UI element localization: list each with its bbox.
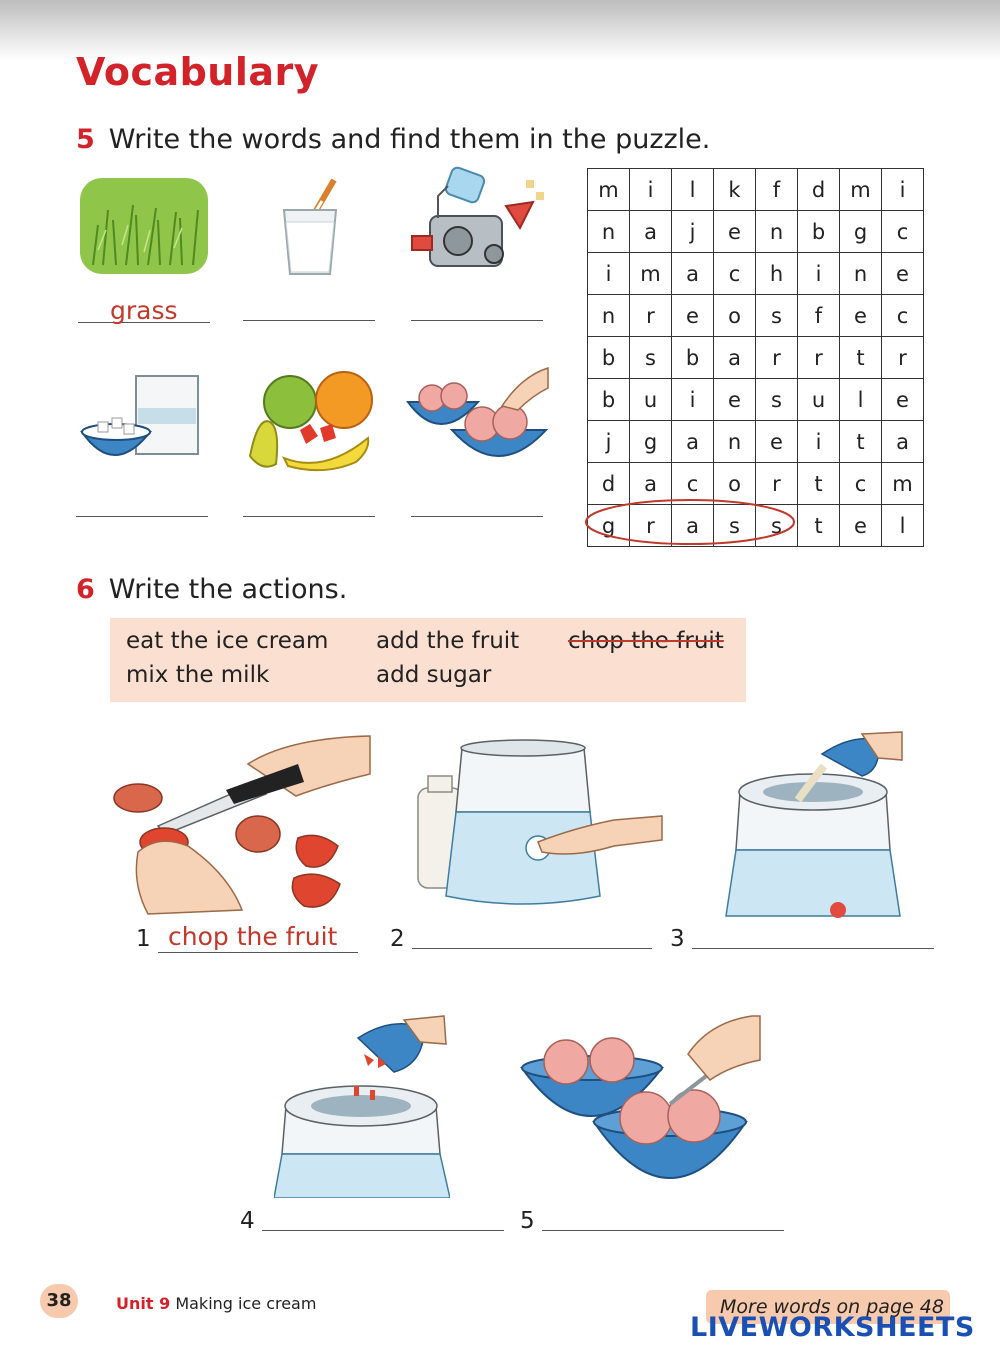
word-bank-item: add sugar (376, 662, 492, 688)
puzzle-cell[interactable]: r (756, 337, 798, 379)
fruit-picture (244, 366, 378, 474)
word-search-puzzle (587, 168, 924, 547)
puzzle-cell[interactable]: n (588, 211, 630, 253)
action-number-2: 2 (390, 926, 405, 952)
exercise-6-heading (76, 574, 347, 605)
puzzle-cell[interactable]: c (882, 295, 924, 337)
puzzle-cell[interactable]: r (630, 295, 672, 337)
milk-picture (270, 176, 350, 280)
more-words-link[interactable]: More words on page 48 (706, 1290, 950, 1324)
puzzle-cell[interactable]: r (798, 337, 840, 379)
puzzle-cell[interactable]: i (798, 421, 840, 463)
puzzle-cell[interactable]: e (840, 295, 882, 337)
page-title: Vocabulary (76, 50, 320, 94)
puzzle-cell[interactable]: u (798, 379, 840, 421)
puzzle-cell[interactable]: l (882, 505, 924, 547)
puzzle-cell[interactable]: t (798, 463, 840, 505)
puzzle-cell[interactable]: t (798, 505, 840, 547)
exercise-6-instruction: Write the actions. (108, 574, 348, 605)
puzzle-cell[interactable]: c (840, 463, 882, 505)
exercise-5-number: 5 (76, 124, 95, 155)
puzzle-cell[interactable]: c (714, 253, 756, 295)
exercise-6-number: 6 (76, 574, 95, 605)
action-answer-line-2[interactable] (412, 948, 652, 949)
word-bank-item: add the fruit (376, 628, 520, 654)
puzzle-cell[interactable]: j (672, 211, 714, 253)
action-answer-line-5[interactable] (542, 1230, 784, 1231)
action-number-3: 3 (670, 926, 685, 952)
add-fruit-picture (274, 1014, 450, 1198)
puzzle-cell[interactable]: s (714, 505, 756, 547)
puzzle-cell[interactable]: n (714, 421, 756, 463)
puzzle-cell[interactable]: l (672, 169, 714, 211)
grass-picture (78, 170, 210, 276)
puzzle-cell[interactable]: g (840, 211, 882, 253)
example-answer-grass: grass (110, 296, 178, 325)
puzzle-row (588, 211, 924, 253)
action-number-1: 1 (136, 926, 151, 952)
puzzle-cell[interactable]: f (798, 295, 840, 337)
puzzle-cell[interactable]: i (672, 379, 714, 421)
puzzle-cell[interactable]: d (588, 463, 630, 505)
puzzle-cell[interactable]: o (714, 463, 756, 505)
unit-label: Unit 9 (116, 1294, 171, 1313)
word-bank-item: mix the milk (126, 662, 270, 688)
action-number-5: 5 (520, 1208, 535, 1234)
puzzle-cell[interactable]: a (714, 337, 756, 379)
puzzle-cell[interactable]: i (882, 169, 924, 211)
puzzle-cell[interactable]: b (798, 211, 840, 253)
action-example-answer: chop the fruit (168, 922, 338, 951)
ice-cream-picture (406, 366, 552, 478)
puzzle-cell[interactable]: b (588, 337, 630, 379)
word-bank-item: eat the ice cream (126, 628, 329, 654)
puzzle-cell[interactable]: t (840, 337, 882, 379)
puzzle-cell[interactable]: r (630, 505, 672, 547)
action-answer-line-4[interactable] (262, 1230, 504, 1231)
puzzle-cell[interactable]: e (672, 295, 714, 337)
answer-line-4[interactable] (76, 516, 208, 517)
puzzle-cell[interactable]: l (840, 379, 882, 421)
puzzle-cell[interactable]: c (672, 463, 714, 505)
puzzle-cell[interactable]: s (630, 337, 672, 379)
puzzle-cell[interactable]: a (630, 211, 672, 253)
switch-on-picture (414, 736, 664, 916)
puzzle-cell[interactable]: c (882, 211, 924, 253)
puzzle-cell[interactable]: a (882, 421, 924, 463)
answer-line-3[interactable] (411, 320, 543, 321)
puzzle-row (588, 337, 924, 379)
puzzle-row (588, 253, 924, 295)
puzzle-cell[interactable]: u (630, 379, 672, 421)
puzzle-row (588, 169, 924, 211)
puzzle-cell[interactable]: a (672, 421, 714, 463)
puzzle-cell[interactable]: r (756, 463, 798, 505)
action-answer-line-1[interactable] (158, 952, 358, 953)
puzzle-cell[interactable]: j (588, 421, 630, 463)
add-sugar-picture (712, 730, 904, 918)
puzzle-cell[interactable]: e (840, 505, 882, 547)
puzzle-cell[interactable]: r (882, 337, 924, 379)
puzzle-cell[interactable]: f (756, 169, 798, 211)
puzzle-cell[interactable]: m (840, 169, 882, 211)
machine-picture (408, 166, 553, 282)
answer-line-6[interactable] (411, 516, 543, 517)
puzzle-cell[interactable]: m (588, 169, 630, 211)
page-number: 38 (40, 1284, 78, 1318)
eat-ice-cream-picture (520, 1014, 766, 1202)
puzzle-cell[interactable]: h (756, 253, 798, 295)
puzzle-cell[interactable]: m (630, 253, 672, 295)
puzzle-cell[interactable]: i (798, 253, 840, 295)
puzzle-cell[interactable]: n (840, 253, 882, 295)
puzzle-cell[interactable]: m (882, 463, 924, 505)
answer-line-2[interactable] (243, 320, 375, 321)
puzzle-cell[interactable]: a (672, 253, 714, 295)
puzzle-cell[interactable]: k (714, 169, 756, 211)
action-answer-line-3[interactable] (692, 948, 934, 949)
puzzle-cell[interactable]: i (588, 253, 630, 295)
liveworksheets-watermark: LIVEWORKSHEETS (690, 1312, 975, 1343)
puzzle-cell[interactable]: i (630, 169, 672, 211)
puzzle-cell[interactable]: a (672, 505, 714, 547)
exercise-5-instruction: Write the words and find them in the puzzle. (108, 124, 711, 155)
puzzle-cell[interactable]: s (756, 505, 798, 547)
found-word-circle (582, 494, 802, 550)
puzzle-cell[interactable]: o (714, 295, 756, 337)
puzzle-row (588, 421, 924, 463)
puzzle-row (588, 379, 924, 421)
puzzle-cell[interactable]: b (672, 337, 714, 379)
puzzle-cell[interactable]: t (840, 421, 882, 463)
chop-fruit-picture (108, 734, 372, 918)
puzzle-cell[interactable]: e (714, 379, 756, 421)
puzzle-cell[interactable]: d (798, 169, 840, 211)
puzzle-cell[interactable]: e (882, 379, 924, 421)
puzzle-cell[interactable]: n (756, 211, 798, 253)
puzzle-cell[interactable]: b (588, 379, 630, 421)
exercise-5-heading (76, 124, 710, 155)
unit-footer (116, 1294, 316, 1313)
action-number-4: 4 (240, 1208, 255, 1234)
puzzle-cell[interactable]: s (756, 379, 798, 421)
unit-title: Making ice cream (175, 1294, 317, 1313)
word-bank-item-crossed: chop the fruit (568, 628, 724, 654)
puzzle-cell[interactable]: s (756, 295, 798, 337)
puzzle-cell[interactable]: e (756, 421, 798, 463)
puzzle-cell[interactable]: g (588, 505, 630, 547)
puzzle-cell[interactable]: n (588, 295, 630, 337)
answer-line-5[interactable] (243, 516, 375, 517)
puzzle-cell[interactable]: e (714, 211, 756, 253)
sugar-picture (78, 372, 208, 472)
puzzle-row (588, 295, 924, 337)
puzzle-cell[interactable]: g (630, 421, 672, 463)
puzzle-cell[interactable]: e (882, 253, 924, 295)
puzzle-cell[interactable]: a (630, 463, 672, 505)
